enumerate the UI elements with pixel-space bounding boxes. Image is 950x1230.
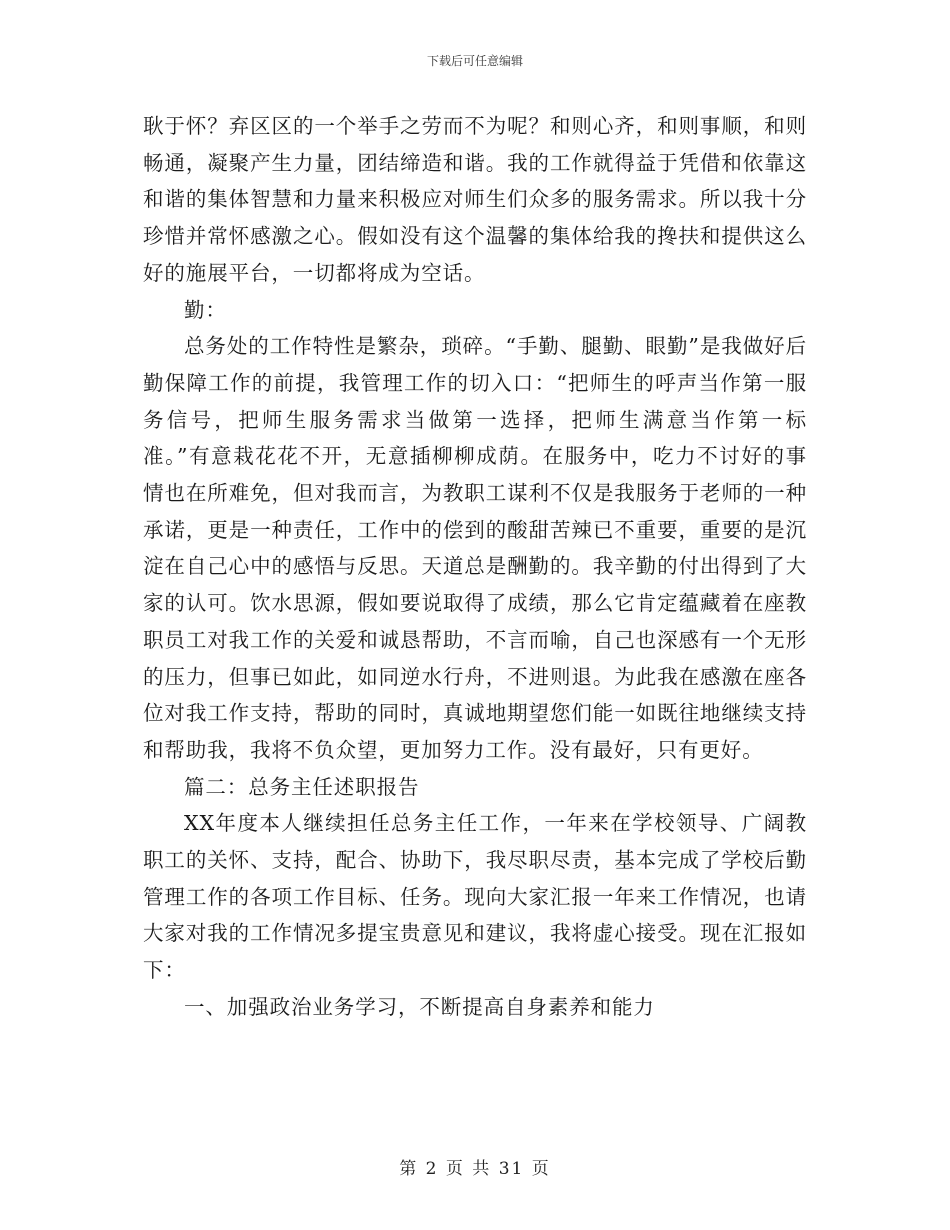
- document-body: [143, 108, 807, 1026]
- paragraph: XX年度本人继续担任总务主任工作，一年来在学校领导、广阔教职工的关怀、支持，配合、协助下，我尽职尽责，基本完成了学校后勤管理工作的各项工作目标、任务。现向大家汇报一年来工作情况，也请大家对我的工作情况多提宝贵意见和建议，我将虚心接受。现在汇报如下：: [143, 811, 807, 983]
- section-heading-qin: 勤：: [184, 297, 227, 322]
- page-number-footer: 第 2 页 共 31 页: [399, 1159, 551, 1179]
- paragraph: 总务处的工作特性是繁杂，琐碎。“手勤、腿勤、眼勤”是我做好后勤保障工作的前提，我管理工作的切入口：“把师生的呼声当作第一服务信号，把师生服务需求当做第一选择，把师生满意当作第一标准。”有意栽花花不开，无意插柳柳成荫。在服务中，吃力不讨好的事情也在所难免，但对我而言，为教职工谋利不仅是我服务于老师的一种承诺，更是一种责任，工作中的偿到的酸甜苦辣已不重要，重要的是沉淀在自己心中的感悟与反思。天道总是酬勤的。我辛勤的付出得到了大家的认可。饮水思源，假如要说取得了成绩，那么它肯定蕴藏着在座教职员工对我工作的关爱和诚恳帮助，不言而喻，自己也深感有一个无形的压力，但事已如此，如同逆水行舟，不进则退。为此我在感激在座各位对我工作支持，帮助的同时，真诚地期望您们能一如既往地继续支持和帮助我，我将不负众望，更加努力工作。没有最好，只有更好。: [143, 334, 807, 762]
- paragraph: 耿于怀？弃区区的一个举手之劳而不为呢？和则心齐，和则事顺，和则畅通，凝聚产生力量，团结缔造和谐。我的工作就得益于凭借和依靠这和谐的集体智慧和力量来积极应对师生们众多的服务需求。所以我十分珍惜并常怀感激之心。假如没有这个温馨的集体给我的搀扶和提供这么好的施展平台，一切都将成为空话。: [143, 114, 807, 285]
- page-header: 下载后可任意编辑: [426, 54, 523, 68]
- section-heading-part-two: 篇二：总务主任述职报告: [184, 774, 420, 799]
- subsection-heading: 一、加强政治业务学习，不断提高自身素养和能力: [184, 994, 655, 1019]
